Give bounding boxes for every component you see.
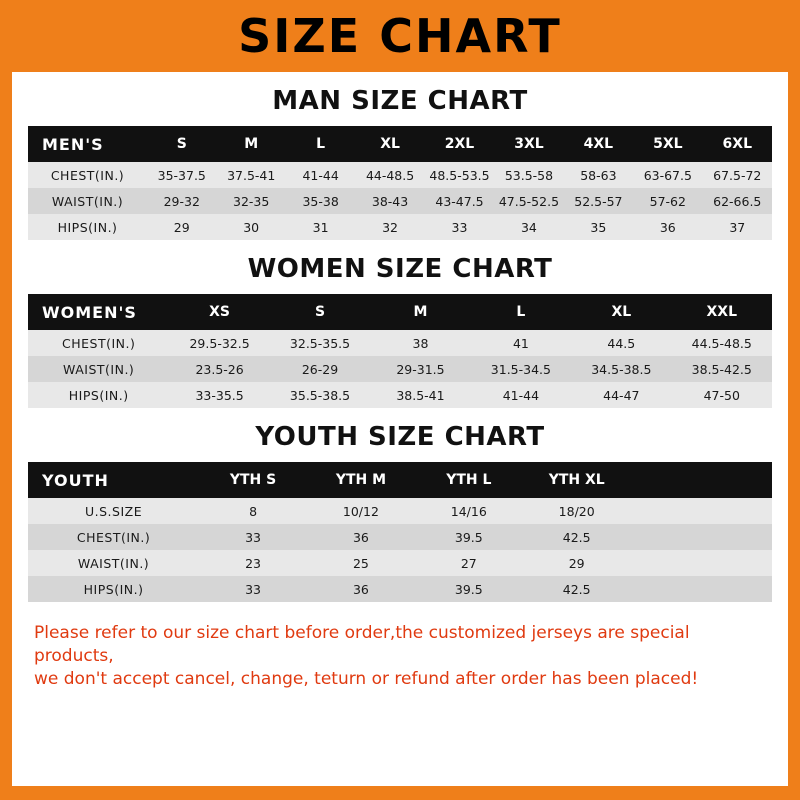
men-r0-c5: 53.5-58 xyxy=(504,167,554,183)
men-r0-c3: 44-48.5 xyxy=(365,167,415,183)
women-col-3: L xyxy=(471,294,571,330)
youth-col-spacer xyxy=(631,462,772,498)
men-r0-c8: 67.5-72 xyxy=(713,167,762,183)
youth-r3-spacer xyxy=(631,576,772,602)
women-section-title: WOMEN SIZE CHART xyxy=(247,254,553,284)
men-section-title: MAN SIZE CHART xyxy=(272,86,528,116)
women-r1-c5: 38.5-42.5 xyxy=(691,361,752,377)
women-r1-c4: 34.5-38.5 xyxy=(591,361,652,377)
men-r2-c1: 30 xyxy=(243,219,260,235)
men-row-0-label: CHEST(IN.) xyxy=(50,167,125,183)
youth-col-2: YTH L xyxy=(415,462,523,498)
women-r2-c1: 35.5-38.5 xyxy=(289,387,351,403)
men-r1-c5: 47.5-52.5 xyxy=(498,193,560,209)
youth-r2-c0: 23 xyxy=(245,555,261,571)
men-col-5: 3XL xyxy=(494,126,563,162)
men-size-table xyxy=(28,126,772,240)
women-r1-c0: 23.5-26 xyxy=(195,361,244,377)
youth-corner-label: YOUTH xyxy=(28,462,199,498)
youth-r2-c3: 29 xyxy=(568,555,585,571)
youth-r3-c3: 42.5 xyxy=(562,581,591,597)
women-r1-c2: 29-31.5 xyxy=(396,361,445,377)
youth-header-row xyxy=(28,462,772,498)
men-r1-c4: 43-47.5 xyxy=(435,193,484,209)
table-row xyxy=(28,330,772,356)
men-header-row xyxy=(28,126,772,162)
youth-row-1-label: CHEST(IN.) xyxy=(76,529,151,545)
women-r2-c3: 41-44 xyxy=(502,387,540,403)
women-r0-c3: 41 xyxy=(512,335,529,351)
table-row xyxy=(28,524,772,550)
youth-table-head xyxy=(28,462,772,498)
youth-r3-c2: 39.5 xyxy=(454,581,483,597)
men-r0-c1: 37.5-41 xyxy=(227,167,276,183)
women-corner-label: WOMEN'S xyxy=(28,294,169,330)
women-r2-c4: 44-47 xyxy=(603,387,640,403)
men-r1-c1: 32-35 xyxy=(233,193,270,209)
men-r1-c3: 38-43 xyxy=(371,193,409,209)
men-r0-c2: 41-44 xyxy=(302,167,339,183)
women-r1-c3: 31.5-34.5 xyxy=(490,361,551,377)
men-r1-c2: 35-38 xyxy=(302,193,339,209)
women-col-2: M xyxy=(370,294,470,330)
men-r2-c0: 29 xyxy=(173,219,190,235)
men-r1-c7: 57-62 xyxy=(649,193,686,209)
women-r2-c5: 47-50 xyxy=(703,387,740,403)
men-col-1: M xyxy=(216,126,285,162)
youth-r0-c3: 18/20 xyxy=(558,503,595,519)
men-r2-c5: 34 xyxy=(520,219,537,235)
women-col-1: S xyxy=(270,294,370,330)
women-row-2-label: HIPS(IN.) xyxy=(68,387,129,403)
women-table-head xyxy=(28,294,772,330)
youth-r1-c0: 33 xyxy=(245,529,261,545)
table-row xyxy=(28,214,772,240)
women-row-1-label: WAIST(IN.) xyxy=(63,361,135,377)
men-col-3: XL xyxy=(355,126,424,162)
youth-row-3-label: HIPS(IN.) xyxy=(83,581,144,597)
men-r0-c6: 58-63 xyxy=(580,167,617,183)
table-row xyxy=(28,188,772,214)
youth-table-body xyxy=(28,498,772,602)
women-header-row xyxy=(28,294,772,330)
men-col-0: S xyxy=(147,126,216,162)
youth-r2-c1: 25 xyxy=(352,555,369,571)
youth-r1-c3: 42.5 xyxy=(562,529,591,545)
youth-col-3: YTH XL xyxy=(523,462,631,498)
youth-r3-c0: 33 xyxy=(245,581,261,597)
men-r1-c8: 62-66.5 xyxy=(713,193,762,209)
women-col-0: XS xyxy=(169,294,269,330)
youth-r0-c0: 8 xyxy=(249,503,258,519)
men-section xyxy=(28,86,772,240)
youth-r3-c1: 36 xyxy=(352,581,369,597)
men-r2-c2: 31 xyxy=(312,219,329,235)
men-corner-label: MEN'S xyxy=(28,126,147,162)
youth-section-title: YOUTH SIZE CHART xyxy=(255,422,545,452)
men-row-1-label: WAIST(IN.) xyxy=(51,193,124,209)
men-col-8: 6XL xyxy=(703,126,772,162)
women-size-table xyxy=(28,294,772,408)
men-r2-c3: 32 xyxy=(382,219,399,235)
youth-section xyxy=(28,422,772,602)
youth-r1-c1: 36 xyxy=(352,529,369,545)
page-title: SIZE CHART xyxy=(238,9,562,63)
men-r2-c8: 37 xyxy=(729,219,746,235)
youth-col-1: YTH M xyxy=(307,462,415,498)
youth-row-2-label: WAIST(IN.) xyxy=(77,555,150,571)
men-r1-c0: 29-32 xyxy=(163,193,200,209)
men-col-6: 4XL xyxy=(564,126,633,162)
women-r2-c0: 33-35.5 xyxy=(195,387,244,403)
men-col-2: L xyxy=(286,126,355,162)
men-r2-c6: 35 xyxy=(590,219,607,235)
youth-r2-spacer xyxy=(631,550,772,576)
youth-size-table xyxy=(28,462,772,602)
women-r0-c1: 32.5-35.5 xyxy=(289,335,351,351)
footer-line-1: Please refer to our size chart before order,the customized jerseys are special products, xyxy=(34,623,690,666)
men-table-body xyxy=(28,162,772,240)
women-r0-c4: 44.5 xyxy=(607,335,636,351)
men-row-2-label: HIPS(IN.) xyxy=(57,219,118,235)
men-r0-c0: 35-37.5 xyxy=(157,167,206,183)
table-row xyxy=(28,550,772,576)
women-r0-c5: 44.5-48.5 xyxy=(691,335,752,351)
table-row xyxy=(28,576,772,602)
men-col-4: 2XL xyxy=(425,126,494,162)
women-r0-c2: 38 xyxy=(412,335,429,351)
men-r2-c7: 36 xyxy=(659,219,676,235)
men-r1-c6: 52.5-57 xyxy=(574,193,623,209)
women-section xyxy=(28,254,772,408)
header-band xyxy=(0,0,800,72)
women-r0-c0: 29.5-32.5 xyxy=(189,335,250,351)
youth-r0-c1: 10/12 xyxy=(342,503,379,519)
men-r0-c4: 48.5-53.5 xyxy=(429,167,490,183)
youth-r0-c2: 14/16 xyxy=(450,503,487,519)
youth-col-0: YTH S xyxy=(199,462,307,498)
footer-note xyxy=(28,616,772,691)
youth-row-0-label: U.S.SIZE xyxy=(84,503,143,519)
table-row xyxy=(28,356,772,382)
men-table-head xyxy=(28,126,772,162)
bottom-band xyxy=(0,786,800,800)
women-row-0-label: CHEST(IN.) xyxy=(62,335,136,351)
table-row xyxy=(28,382,772,408)
youth-r1-c2: 39.5 xyxy=(454,529,483,545)
men-col-7: 5XL xyxy=(633,126,702,162)
women-col-5: XXL xyxy=(672,294,772,330)
women-r1-c1: 26-29 xyxy=(301,361,339,377)
youth-r1-spacer xyxy=(631,524,772,550)
men-r0-c7: 63-67.5 xyxy=(643,167,692,183)
women-table-body xyxy=(28,330,772,408)
youth-r2-c2: 27 xyxy=(460,555,477,571)
men-r2-c4: 33 xyxy=(451,219,468,235)
table-row xyxy=(28,498,772,524)
women-r2-c2: 38.5-41 xyxy=(396,387,445,403)
chart-content xyxy=(12,86,788,691)
women-col-4: XL xyxy=(571,294,671,330)
table-row xyxy=(28,162,772,188)
youth-r0-spacer xyxy=(631,498,772,524)
footer-line-2: we don't accept cancel, change, teturn or refund after order has been placed! xyxy=(34,668,699,689)
